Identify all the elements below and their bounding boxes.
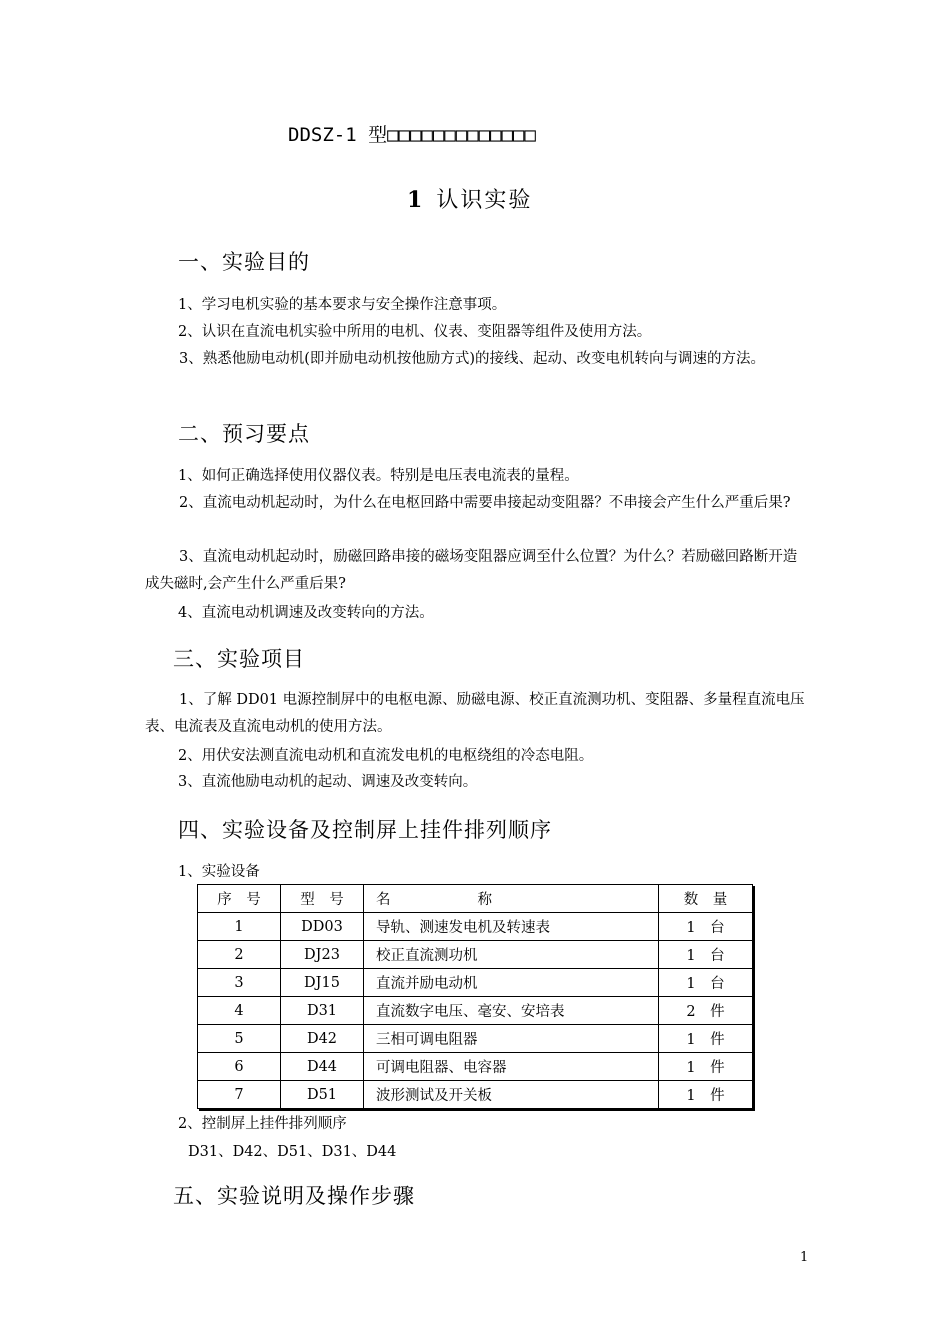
cell-qty: 2 件 (659, 997, 753, 1025)
page-number: 1 (800, 1250, 809, 1265)
objective-item: 1、学习电机实验的基本要求与安全操作注意事项。 (178, 297, 507, 313)
objective-item: 2、认识在直流电机实验中所用的电机、仪表、变阻器等组件及使用方法。 (178, 324, 652, 340)
cell-name: 直流并励电动机 (364, 969, 659, 997)
project-item: 1、了解 DD01 电源控制屏中的电枢电源、励磁电源、校正直流测功机、变阻器、多量程直流电压表、电流表及直流电动机的使用方法。 (145, 692, 805, 735)
cell-seq: 6 (198, 1053, 281, 1081)
cell-name: 三相可调电阻器 (364, 1025, 659, 1053)
section-heading-objectives: 一、实验目的 (178, 250, 310, 274)
chapter-heading (407, 183, 532, 214)
chapter-title: 认识实验 (436, 188, 533, 213)
section-heading-projects: 三、实验项目 (173, 647, 305, 671)
section-heading-preview: 二、预习要点 (178, 422, 310, 446)
cell-qty: 1 台 (659, 969, 753, 997)
cell-qty: 1 件 (659, 1081, 753, 1109)
cell-seq: 3 (198, 969, 281, 997)
objective-item: 3、熟悉他励电动机(即并励电动机按他励方式)的接线、起动、改变电机转向与调速的方法。 (179, 351, 766, 367)
section-heading-procedure: 五、实验说明及操作步骤 (173, 1184, 415, 1208)
cell-qty: 1 件 (659, 1025, 753, 1053)
preview-item: 1、如何正确选择使用仪器仪表。特别是电压表电流表的量程。 (178, 468, 579, 484)
document-title: DDSZ-1 型□□□□□□□□□□□□□ (288, 124, 536, 146)
table-row (198, 969, 753, 997)
table-row (198, 941, 753, 969)
cell-model: DD03 (281, 913, 364, 941)
chapter-number: 1 (407, 187, 425, 213)
cell-qty: 1 台 (659, 941, 753, 969)
cell-name: 校正直流测功机 (364, 941, 659, 969)
table-row (198, 913, 753, 941)
cell-seq: 4 (198, 997, 281, 1025)
table-row (198, 1025, 753, 1053)
project-item: 2、用伏安法测直流电动机和直流发电机的电枢绕组的冷态电阻。 (178, 748, 594, 764)
cell-model: D44 (281, 1053, 364, 1081)
cell-name: 直流数字电压、毫安、安培表 (364, 997, 659, 1025)
cell-name: 可调电阻器、电容器 (364, 1053, 659, 1081)
header-model: 型 号 (281, 885, 364, 913)
equipment-table (197, 884, 753, 1109)
table-row (198, 1053, 753, 1081)
cell-name: 导轨、测速发电机及转速表 (364, 913, 659, 941)
cell-model: D51 (281, 1081, 364, 1109)
cell-model: D31 (281, 997, 364, 1025)
table-header-row (198, 885, 753, 913)
cell-seq: 7 (198, 1081, 281, 1109)
header-qty: 数 量 (659, 885, 753, 913)
section-heading-equipment: 四、实验设备及控制屏上挂件排列顺序 (178, 818, 552, 842)
cell-seq: 2 (198, 941, 281, 969)
cell-seq: 1 (198, 913, 281, 941)
cell-seq: 5 (198, 1025, 281, 1053)
cell-model: D42 (281, 1025, 364, 1053)
panel-order-list: D31、D42、D51、D31、D44 (188, 1144, 397, 1160)
order-subheading: 2、控制屏上挂件排列顺序 (178, 1116, 347, 1132)
equipment-subheading: 1、实验设备 (178, 864, 260, 880)
preview-item: 3、直流电动机起动时，励磁回路串接的磁场变阻器应调至什么位置？为什么？若励磁回路断开造成失磁时,会产生什么严重后果? (145, 549, 798, 592)
cell-qty: 1 台 (659, 913, 753, 941)
cell-model: DJ23 (281, 941, 364, 969)
table-row (198, 997, 753, 1025)
cell-model: DJ15 (281, 969, 364, 997)
table-row (198, 1081, 753, 1109)
header-seq: 序 号 (198, 885, 281, 913)
preview-item: 4、直流电动机调速及改变转向的方法。 (178, 605, 434, 621)
cell-qty: 1 件 (659, 1053, 753, 1081)
header-name: 名 称 (364, 885, 659, 913)
project-item: 3、直流他励电动机的起动、调速及改变转向。 (178, 774, 478, 790)
cell-name: 波形测试及开关板 (364, 1081, 659, 1109)
preview-item: 2、直流电动机起动时，为什么在电枢回路中需要串接起动变阻器？不串接会产生什么严重后果? (179, 495, 791, 511)
